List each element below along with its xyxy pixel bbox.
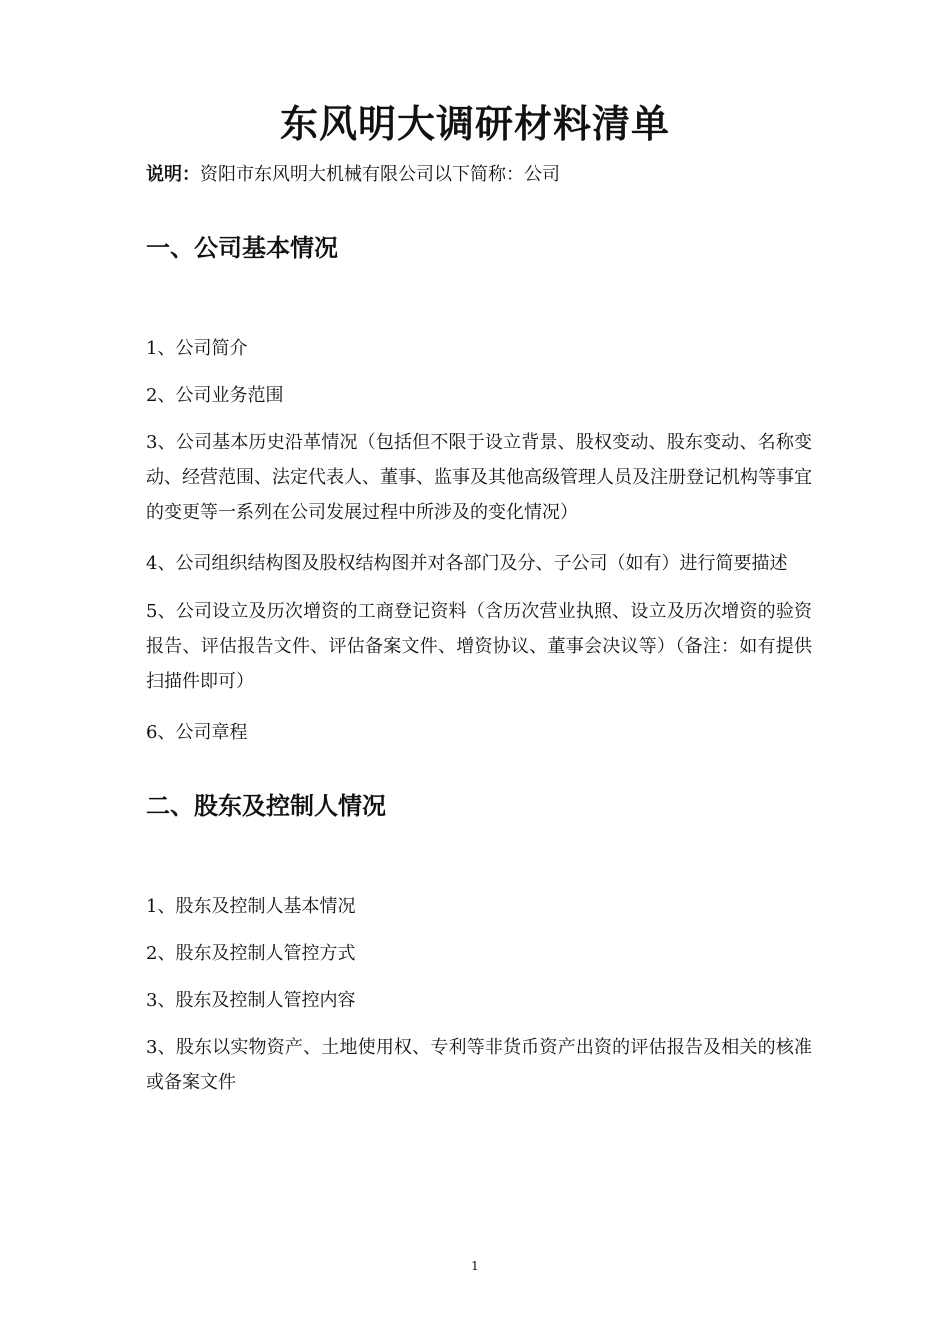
- list-item: 6、公司章程: [146, 722, 248, 743]
- note-text: 资阳市东风明大机械有限公司以下简称：公司: [200, 164, 560, 185]
- list-item: 1、股东及控制人基本情况: [146, 896, 356, 917]
- list-item: 2、股东及控制人管控方式: [146, 943, 356, 964]
- list-item: 2、公司业务范围: [146, 385, 284, 406]
- page-number: 1: [471, 1259, 479, 1273]
- note-label: 说明：: [146, 164, 200, 185]
- list-item: 4、公司组织结构图及股权结构图并对各部门及分、子公司（如有）进行简要描述: [146, 553, 788, 574]
- section-heading-company-basics: 一、公司基本情况: [146, 234, 338, 262]
- document-title: 东风明大调研材料清单: [279, 102, 670, 146]
- list-item: 3、股东以实物资产、土地使用权、专利等非货币资产出资的评估报告及相关的核准或备案文件: [146, 1037, 812, 1093]
- list-item: 5、公司设立及历次增资的工商登记资料（含历次营业执照、设立及历次增资的验资报告、评估报告文件、评估备案文件、增资协议、董事会决议等）（备注：如有提供扫描件即可）: [146, 601, 812, 692]
- list-item: 3、股东及控制人管控内容: [146, 990, 356, 1011]
- note: [146, 160, 560, 190]
- list-item: 3、公司基本历史沿革情况（包括但不限于设立背景、股权变动、股东变动、名称变动、经营范围、法定代表人、董事、监事及其他高级管理人员及注册登记机构等事宜的变更等一系列在公司发展过程中所涉及的变化情况）: [146, 432, 812, 523]
- section-heading-shareholders: 二、股东及控制人情况: [146, 792, 386, 820]
- list-item: 1、公司简介: [146, 338, 248, 359]
